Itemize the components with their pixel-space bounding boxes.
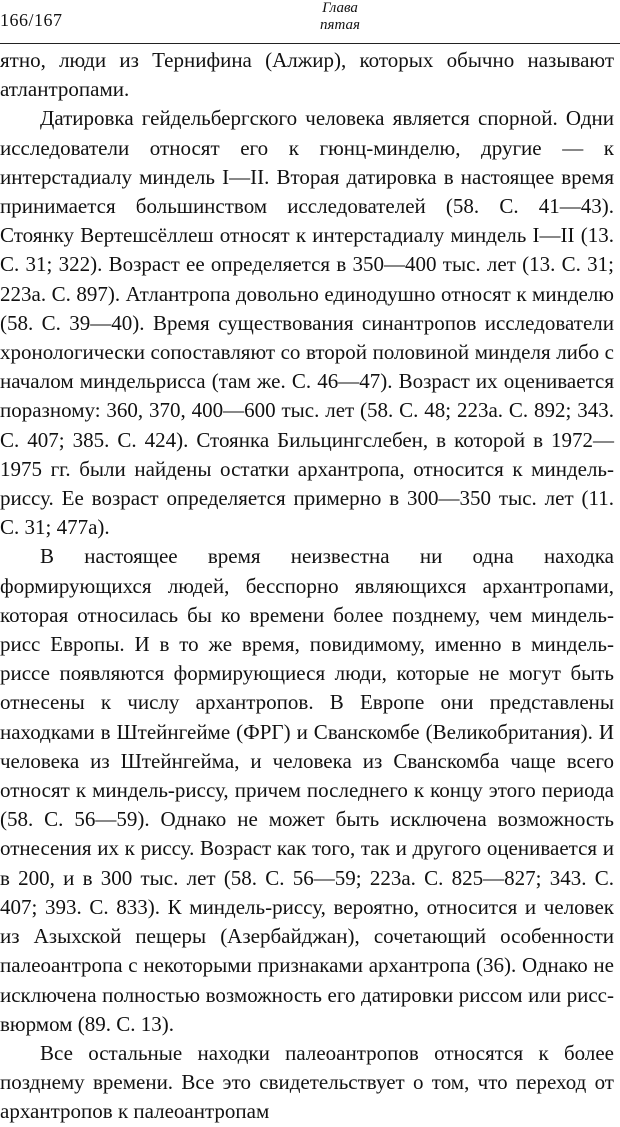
page-number: 166/167 <box>0 10 63 30</box>
body-text <box>0 46 614 1127</box>
running-head <box>300 0 380 34</box>
header-rule <box>0 43 620 44</box>
chapter-number: пятая <box>320 17 360 33</box>
paragraph: Датировка гейдельбергского человека является спорной. Одни исследователи относят его к гюнц-минделю, другие — к интерстадиалу миндель I—II. Вторая датировка в настоящее время принимается большинством исследователей (58. С. 41—43). Стоянку Вертешсёллеш относят к интерстадиалу миндель I—II (13. С. 31; 322). Возраст ее определяется в 350—400 тыс. лет (13. С. 31; 223а. С. 897). Атлантропа довольно единодушно относят к минделю (58. С. 39—40). Время существования синантропов исследователи хронологически сопоставляют со второй половиной минделя либо с началом миндельрисса (там же. С. 46—47). Возраст их оценивается поразному: 360, 370, 400—600 тыс. лет (58. С. 48; 223а. С. 892; 343. С. 407; 385. С. 424). Стоянка Бильцингслебен, в которой в 1972—1975 гг. были найдены остатки архантропа, относится к миндель-риссу. Ее возраст определяется примерно в 300—350 тыс. лет (11. С. 31; 477а). <box>0 106 614 540</box>
paragraph: В настоящее время неизвестна ни одна находка формирующихся людей, бесспорно являющихся архантропами, которая относилась бы ко времени более позднему, чем миндель-рисс Европы. И в то же время, повидимому, именно в миндель-риссе появляются формирующиеся люди, которые не могут быть отнесены к числу архантропов. В Европе они представлены находками в Штейнгейме (ФРГ) и Сванскомбе (Великобритания). И человека из Штейнгейма, и человека из Сванскомба чаще всего относят к миндель-риссу, причем последнего к концу этого периода (58. С. 56—59). Однако не может быть исключена возможность отнесения их к риссу. Возраст как того, так и другого оценивается и в 200, и в 300 тыс. лет (58. С. 56—59; 223а. С. 825—827; 343. С. 407; 393. С. 833). К миндель-риссу, вероятно, относится и человек из Азыхской пещеры (Азербайджан), сочетающий особенности палеоантропа с некоторыми признаками архантропа (36). Однако не исключена полностью возможность его датировки риссом или рисс-вюрмом (89. С. 13). <box>0 544 614 1036</box>
paragraph: Все остальные находки палеоантропов относятся к более позднему времени. Все это свидетельствует о том, что переход от архантропов к палеоантропам <box>0 1040 614 1124</box>
page-header <box>0 0 620 44</box>
paragraph-continued: ятно, люди из Тернифина (Алжир), которых обычно называют атлантропами. <box>0 48 614 102</box>
chapter-label: Глава <box>322 0 358 16</box>
